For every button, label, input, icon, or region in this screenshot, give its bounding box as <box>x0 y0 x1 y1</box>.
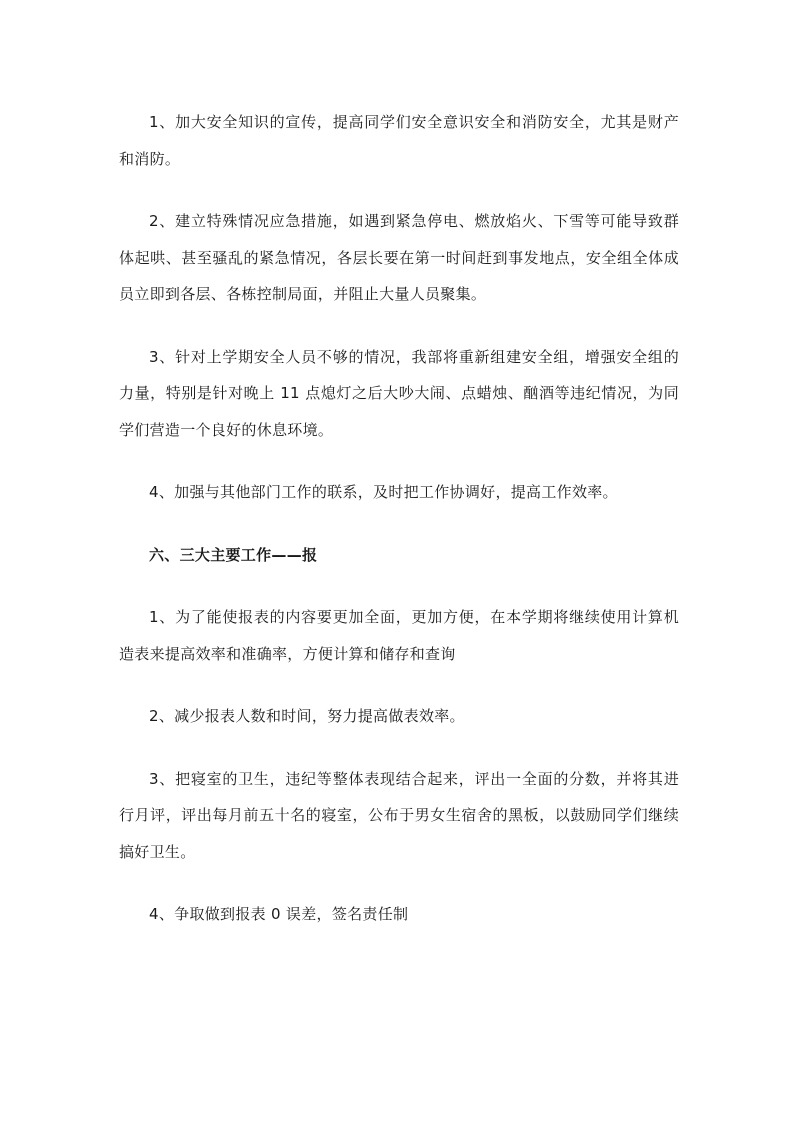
paragraph-report-1: 1、为了能使报表的内容要更加全面，更加方便，在本学期将继续使用计算机造表来提高效率和准确率，方便计算和储存和查询 <box>119 608 679 663</box>
paragraph-report-4: 4、争取做到报表 0 误差，签名责任制 <box>149 905 409 923</box>
document-body <box>119 104 679 933</box>
section-heading: 六、三大主要工作——报 <box>149 545 318 564</box>
paragraph-report-3: 3、把寝室的卫生，违纪等整体表现结合起来，评出一全面的分数，并将其进行月评，评出每月前五十名的寝室，公布于男女生宿舍的黑板，以鼓励同学们继续搞好卫生。 <box>119 769 679 861</box>
paragraph-safety-4: 4、加强与其他部门工作的联系，及时把工作协调好，提高工作效率。 <box>149 483 618 501</box>
paragraph-safety-3: 3、针对上学期安全人员不够的情况，我部将重新组建安全组，增强安全组的力量，特别是针对晚上 11 点熄灯之后大吵大闹、点蜡烛、酗酒等违纪情况，为同学们营造一个良好的休息环境。 <box>119 347 679 439</box>
paragraph-report-2: 2、减少报表人数和时间，努力提高做表效率。 <box>149 707 465 725</box>
paragraph-safety-1: 1、加大安全知识的宣传，提高同学们安全意识安全和消防安全，尤其是财产和消防。 <box>119 113 679 168</box>
paragraph-safety-2: 2、建立特殊情况应急措施，如遇到紧急停电、燃放焰火、下雪等可能导致群体起哄、甚至骚乱的紧急情况，各层长要在第一时间赶到事发地点，安全组全体成员立即到各层、各栋控制局面，并阻止大量人员聚集。 <box>119 212 679 303</box>
